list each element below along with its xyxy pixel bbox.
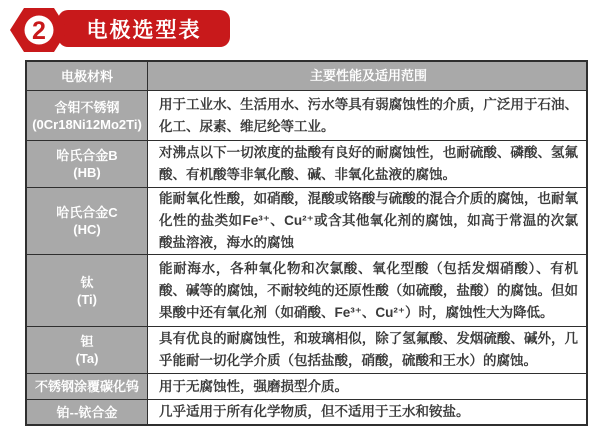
header-material: 电极材料	[27, 62, 148, 90]
description-text: 能耐氧化性酸，如硝酸，混酸或铬酸与硫酸的混合介质的腐蚀，也耐氧化性的盐类如Fe³⁺、Cu²⁺或含其他氧化剂的腐蚀，如高于常温的次氯酸盐溶液，海水的腐蚀	[159, 191, 578, 250]
material-code: (0Cr18Ni12Mo2Ti)	[32, 116, 142, 132]
material-cell	[27, 141, 148, 187]
description-text: 几乎适用于所有化学物质，但不适用于王水和铵盐。	[159, 404, 470, 419]
header-performance: 主要性能及适用范围	[148, 62, 586, 90]
material-cell	[27, 374, 148, 399]
table-row	[27, 374, 586, 400]
table-row	[27, 91, 586, 141]
number-badge	[9, 7, 69, 53]
material-cell	[27, 400, 148, 424]
material-name: 钽	[80, 334, 94, 349]
table-header-row	[27, 62, 586, 91]
material-name: 哈氏合金B	[56, 148, 118, 163]
electrode-selection-table	[25, 60, 588, 426]
material-name: 钛	[80, 274, 94, 290]
material-name: 含钼不锈钢	[54, 99, 120, 115]
description-cell	[148, 374, 586, 399]
hexagon-badge-icon	[9, 7, 69, 53]
table-row	[27, 255, 586, 327]
material-name: 铂--铱合金	[56, 404, 118, 420]
material-cell	[27, 91, 148, 140]
material-cell	[27, 327, 148, 373]
table-row	[27, 141, 586, 188]
material-name: 哈氏合金C	[56, 205, 118, 220]
page-title: 电极选型表	[86, 18, 202, 42]
title-pill	[58, 10, 230, 47]
description-cell	[148, 91, 586, 140]
page-header	[0, 0, 600, 58]
table-row	[27, 400, 586, 424]
description-text: 具有优良的耐腐蚀性，和玻璃相似，除了氢氟酸、发烟硫酸、碱外，几乎能耐一切化学介质（包括盐酸，硝酸，硫酸和王水）的腐蚀。	[159, 331, 578, 368]
description-text: 用于工业水、生活用水、污水等具有弱腐蚀性的介质，广泛用于石油、化工、尿素、维尼纶等工业。	[159, 96, 578, 134]
description-cell	[148, 400, 586, 424]
description-text: 对沸点以下一切浓度的盐酸有良好的耐腐蚀性，也耐硫酸、磷酸、氢氟酸、有机酸等非氧化酸、碱、非氧化盐液的腐蚀。	[159, 145, 578, 182]
badge-number: 2	[32, 17, 46, 45]
material-name: 不锈钢涂覆碳化钨	[34, 379, 139, 394]
description-cell	[148, 141, 586, 187]
description-text: 能耐海水，各种氧化物和次氯酸、氧化型酸（包括发烟硝酸）、有机酸、碱等的腐蚀，不耐较纯的还原性酸（如硫酸，盐酸）的腐蚀。但如果酸中还有氧化剂（如硝酸、Fe³⁺、Cu²⁺）时，腐蚀性大为降低。	[159, 260, 578, 320]
material-code: (Ti)	[77, 291, 97, 307]
material-code: (HC)	[73, 222, 101, 237]
table-row	[27, 327, 586, 374]
material-cell	[27, 188, 148, 254]
description-text: 用于无腐蚀性，强磨损型介质。	[159, 378, 348, 394]
material-cell	[27, 255, 148, 326]
description-cell	[148, 327, 586, 373]
material-code: (HB)	[73, 165, 101, 180]
table-row	[27, 188, 586, 255]
description-cell	[148, 188, 586, 254]
material-code: (Ta)	[75, 351, 99, 366]
description-cell	[148, 255, 586, 326]
